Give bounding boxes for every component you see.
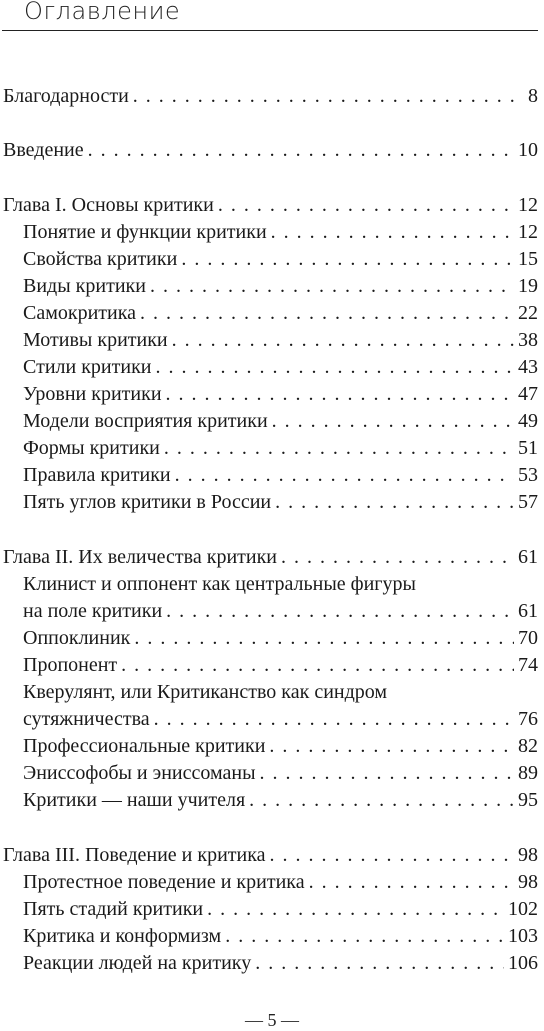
dot-leader — [275, 489, 514, 516]
dot-leader — [218, 192, 514, 219]
toc-item-title-line1: Кверулянт, или Критиканство как синдром — [23, 681, 388, 703]
toc-item-title: Виды критики — [23, 273, 150, 300]
toc-item[interactable] — [23, 869, 538, 896]
toc-chapter-title: Глава II. Их величества критики — [3, 544, 281, 571]
toc-item-page: 106 — [504, 950, 538, 977]
dot-leader — [164, 435, 514, 462]
toc-item-title: Протестное поведение и критика — [23, 869, 309, 896]
toc-item-page: 95 — [514, 787, 538, 814]
toc-item-page: 76 — [514, 706, 538, 733]
toc-chapter-title: Глава III. Поведение и критика — [3, 842, 270, 869]
toc-item-title: Критики — наши учителя — [23, 787, 249, 814]
dot-leader — [271, 219, 514, 246]
toc-item-page: 22 — [514, 300, 538, 327]
toc-entry-intro[interactable] — [3, 137, 538, 164]
toc-item-page: 70 — [514, 625, 538, 652]
toc-chapter-page: 98 — [514, 842, 538, 869]
toc-item-page: 38 — [514, 327, 538, 354]
toc-item-title: Пропонент — [23, 652, 121, 679]
dot-leader — [269, 733, 514, 760]
toc-item-title: Свойства критики — [23, 246, 181, 273]
toc-chapter-title: Глава I. Основы критики — [3, 192, 218, 219]
toc-item-page: 89 — [514, 760, 538, 787]
dot-leader — [134, 625, 514, 652]
toc-item-title-line1: Клинист и оппонент как центральные фигуры — [23, 573, 416, 595]
toc-item-page: 51 — [514, 435, 538, 462]
toc-item-title: Пять углов критики в России — [23, 489, 275, 516]
dot-leader — [272, 408, 514, 435]
toc-item-title: Эниссофобы и эниссоманы — [23, 760, 260, 787]
toc-item[interactable] — [23, 354, 538, 381]
toc-item-title: Формы критики — [23, 435, 164, 462]
toc-item-title: сутяжничества — [23, 706, 154, 733]
dot-leader — [133, 83, 524, 110]
toc-item[interactable] — [23, 408, 538, 435]
toc-entry-title: Благодарности — [3, 83, 133, 110]
toc-item-page: 47 — [514, 381, 538, 408]
dot-leader — [181, 246, 514, 273]
toc-item-title: Понятие и функции критики — [23, 219, 271, 246]
toc-chapter-page: 12 — [514, 192, 538, 219]
toc-item-title: Реакции людей на критику — [23, 950, 255, 977]
dot-leader — [207, 896, 504, 923]
toc-item-page: 53 — [514, 462, 538, 489]
toc-item-page: 15 — [514, 246, 538, 273]
toc-item-title: Оппоклиник — [23, 625, 134, 652]
toc-item[interactable] — [23, 598, 538, 625]
toc-entry-page: 10 — [514, 137, 538, 164]
toc-item-first-line[interactable] — [23, 571, 538, 598]
toc-item[interactable] — [23, 625, 538, 652]
toc-item-title: Профессиональные критики — [23, 733, 269, 760]
toc-chapter-1[interactable] — [3, 192, 538, 219]
page-title: Оглавление — [24, 0, 181, 25]
toc-item-title: Самокритика — [23, 300, 140, 327]
toc-item-title: Стили критики — [23, 354, 156, 381]
dot-leader — [166, 381, 514, 408]
toc-item-page: 102 — [504, 896, 538, 923]
toc-item-page: 74 — [514, 652, 538, 679]
toc-item[interactable] — [23, 950, 538, 977]
toc-item-title: на поле критики — [23, 598, 166, 625]
dot-leader — [140, 300, 514, 327]
toc-item-page: 57 — [514, 489, 538, 516]
toc-chapter-page: 61 — [514, 544, 538, 571]
dot-leader — [121, 652, 514, 679]
toc-item[interactable] — [23, 733, 538, 760]
toc-item-page: 43 — [514, 354, 538, 381]
toc-item-first-line[interactable] — [23, 679, 538, 706]
toc-item[interactable] — [23, 246, 538, 273]
toc-chapter-3[interactable] — [3, 842, 538, 869]
toc-item-page: 103 — [504, 923, 538, 950]
page-number: — 5 — — [245, 1010, 299, 1030]
toc-item[interactable] — [23, 273, 538, 300]
dot-leader — [88, 137, 514, 164]
toc-item-page: 98 — [514, 869, 538, 896]
dot-leader — [260, 760, 514, 787]
toc-item[interactable] — [23, 706, 538, 733]
dot-leader — [225, 923, 504, 950]
toc-entry-acknowledgements[interactable] — [3, 83, 538, 110]
toc-item[interactable] — [23, 435, 538, 462]
toc-item[interactable] — [23, 760, 538, 787]
dot-leader — [166, 598, 514, 625]
toc-item[interactable] — [23, 462, 538, 489]
dot-leader — [255, 950, 504, 977]
dot-leader — [281, 544, 514, 571]
dot-leader — [175, 462, 514, 489]
toc-item[interactable] — [23, 219, 538, 246]
toc-item-page: 61 — [514, 598, 538, 625]
toc-item-title: Пять стадий критики — [23, 896, 207, 923]
toc-item[interactable] — [23, 327, 538, 354]
toc-entry-title: Введение — [3, 137, 88, 164]
toc-item-page: 19 — [514, 273, 538, 300]
dot-leader — [154, 706, 514, 733]
dot-leader — [156, 354, 515, 381]
toc-item-title: Критика и конформизм — [23, 923, 225, 950]
toc-item[interactable] — [23, 489, 538, 516]
toc-item[interactable] — [23, 923, 538, 950]
toc-item[interactable] — [23, 896, 538, 923]
dot-leader — [150, 273, 514, 300]
toc-item[interactable] — [23, 300, 538, 327]
toc-item-page: 49 — [514, 408, 538, 435]
dot-leader — [309, 869, 514, 896]
dot-leader — [270, 842, 514, 869]
toc-item[interactable] — [23, 381, 538, 408]
toc-chapter-2[interactable] — [3, 544, 538, 571]
toc-item-title: Мотивы критики — [23, 327, 172, 354]
dot-leader — [249, 787, 514, 814]
toc-item-title: Правила критики — [23, 462, 175, 489]
toc-item-page: 12 — [514, 219, 538, 246]
toc-item-title: Уровни критики — [23, 381, 166, 408]
toc-item[interactable] — [23, 652, 538, 679]
toc-item-page: 82 — [514, 733, 538, 760]
toc-item-title: Модели восприятия критики — [23, 408, 272, 435]
dot-leader — [172, 327, 514, 354]
toc-item[interactable] — [23, 787, 538, 814]
toc-entry-page: 8 — [524, 83, 538, 110]
